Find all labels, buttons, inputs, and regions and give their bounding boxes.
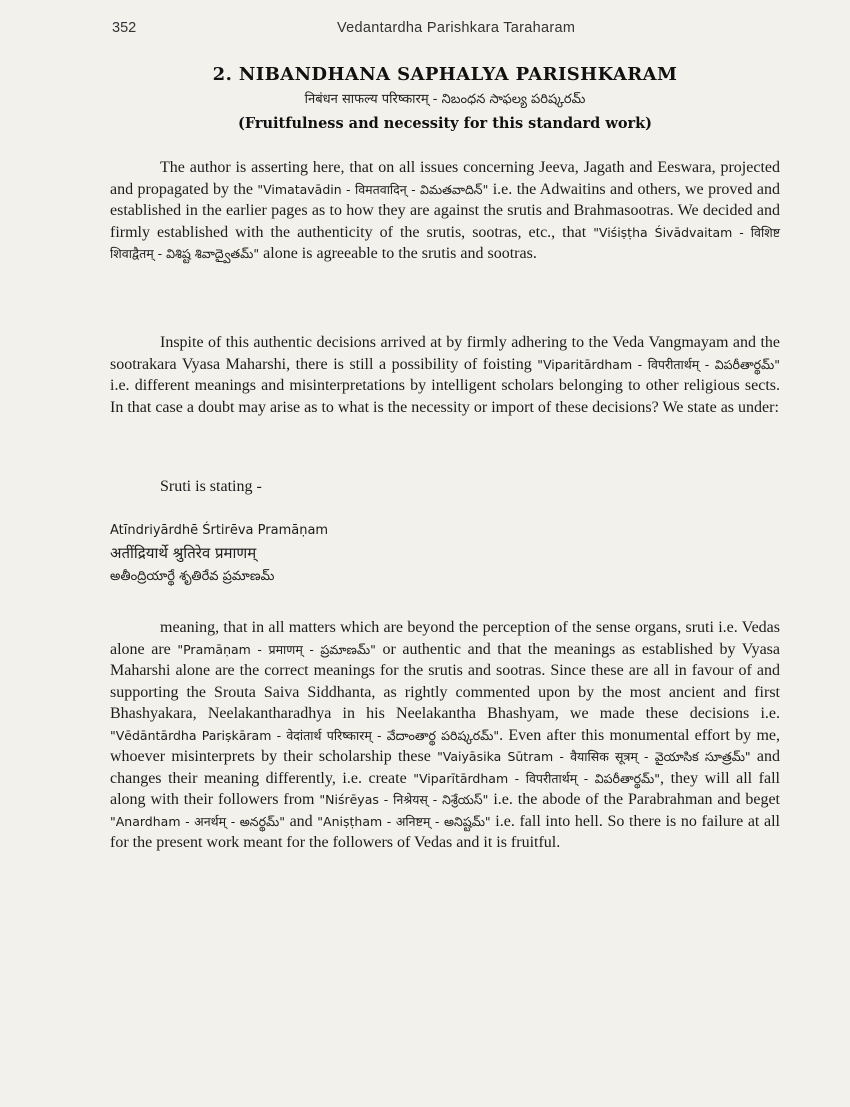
- text-run: i.e. fall into hell. So there is no failure at all for the present work meant for the followers of Vedas and it is fruitful.: [110, 812, 780, 851]
- chapter-title-scripts: निबंधन साफल्य परिष्कारम् - నిబంధన సాఫల్య పరిష్కరమ్: [304, 92, 586, 107]
- term-nisreyas: "Niśrēyas - निश्रेयस् - నిశ్రేయస్": [319, 792, 489, 807]
- term-viparitardham: "Viparitārdham - विपरीतार्थम् - విపరీతార్థమ్": [537, 356, 781, 372]
- page-header: [112, 20, 778, 40]
- term-anistham: "Aniṣṭham - अनिष्टम् - అనిష్టమ్": [317, 813, 491, 829]
- chapter-title-block: [110, 64, 780, 132]
- running-title: Vedantardha Parishkara Taraharam: [337, 20, 576, 36]
- text-run: . Even after this monumental effort by me, whoever misinterprets by their scholarship these: [110, 726, 780, 765]
- term-pramanam: "Pramāṇam - प्रमाणम् - ప్రమాణమ్": [177, 641, 376, 657]
- text-run: Inspite of this authentic decisions arrived at by firmly adhering to the Veda Vangmayam and the sootrakara Vyasa Maharshi, there is still a possibility of foisting: [110, 334, 780, 373]
- text-run: meaning, that in all matters which are beyond the perception of the sense organs, sruti i.e. Vedas alone are: [110, 619, 780, 658]
- verse-roman: Atīndriyārdhē Śrtirēva Pramāṇam: [110, 523, 329, 538]
- page-number: 352: [112, 20, 137, 36]
- paragraph-1: [110, 157, 780, 265]
- paragraph-3: [110, 476, 780, 498]
- verse-block: [110, 519, 780, 588]
- text-run: i.e. the abode of the Parabrahman and beget: [488, 791, 781, 808]
- paragraph-2: [110, 332, 780, 418]
- text-run: i.e. different meanings and misinterpretations by intelligent scholars belonging to other religious sects. In that case a doubt may arise as to what is the necessity or import of these decisions? We state as under:: [110, 377, 780, 416]
- text-run: or authentic and that the meanings as established by Vyasa Maharshi alone are the correct meanings for the srutis and sootras. Since these are all in favour of and supporting the Srouta Saiva Siddhanta, as rightly commented upon by the most ancient and first Bhashyakara, Neelakantharadhya in his Neelakantha Bhashyam, we made these decisions i.e.: [110, 640, 781, 722]
- term-vedantardha-pariskaram: "Vēdāntārdha Pariṣkāram - वेदांतार्थ परिष्कारम् - వేదాంతార్థ పరిష్కరమ్": [110, 727, 500, 743]
- term-visistha-sivadvaitam: "Viśiṣṭha Śivādvaitam - विशिष्ट शिवाद्वैतम् - విశిష్ట శివాద్వైతమ్": [110, 224, 781, 261]
- verse-devanagari: अतींद्रियार्थे श्रुतिरेव प्रमाणम्: [110, 544, 257, 562]
- text-run: i.e. the Adwaitins and others, we proved and established in the earlier pages as to how they are against the srutis and Brahmasootras. We decided and firmly established with the authenticity of the srutis, sootras, etc., that: [110, 180, 781, 241]
- paragraph-4: [110, 617, 780, 854]
- term-vimatavadin: "Vimatavādin - विमतवादिन् - విమతవాదిన్": [257, 181, 489, 197]
- verse-telugu: అతీంద్రియార్థే శృతిరేవ ప్రమాణమ్: [110, 569, 275, 584]
- text-run: , they will all fall along with their followers from: [110, 769, 780, 808]
- term-viparitardham: "Viparītārdham - विपरीतार्थम् - విపరీతార్థమ్": [413, 770, 660, 786]
- term-vaiyasika-sutram: "Vaiyāsika Sūtram - वैयासिक सूत्रम् - వైయాసిక సూత్రమ్": [437, 749, 751, 764]
- term-anardham: "Anardham - अनर्थम् - అనర్థమ్": [110, 813, 285, 829]
- text-run: and: [284, 812, 318, 830]
- chapter-subtitle: (Fruitfulness and necessity for this standard work): [237, 115, 653, 132]
- sruti-intro: Sruti is stating -: [160, 478, 262, 495]
- text-run: The author is asserting here, that on all issues concerning Jeeva, Jagath and Eeswara, projected and propagated by the: [110, 159, 780, 198]
- chapter-title: 2. NIBANDHANA SAPHALYA PARISHKARAM: [212, 64, 678, 85]
- text-run: alone is agreeable to the srutis and sootras.: [259, 245, 537, 262]
- text-run: and changes their meaning differently, i.e. create: [110, 748, 780, 787]
